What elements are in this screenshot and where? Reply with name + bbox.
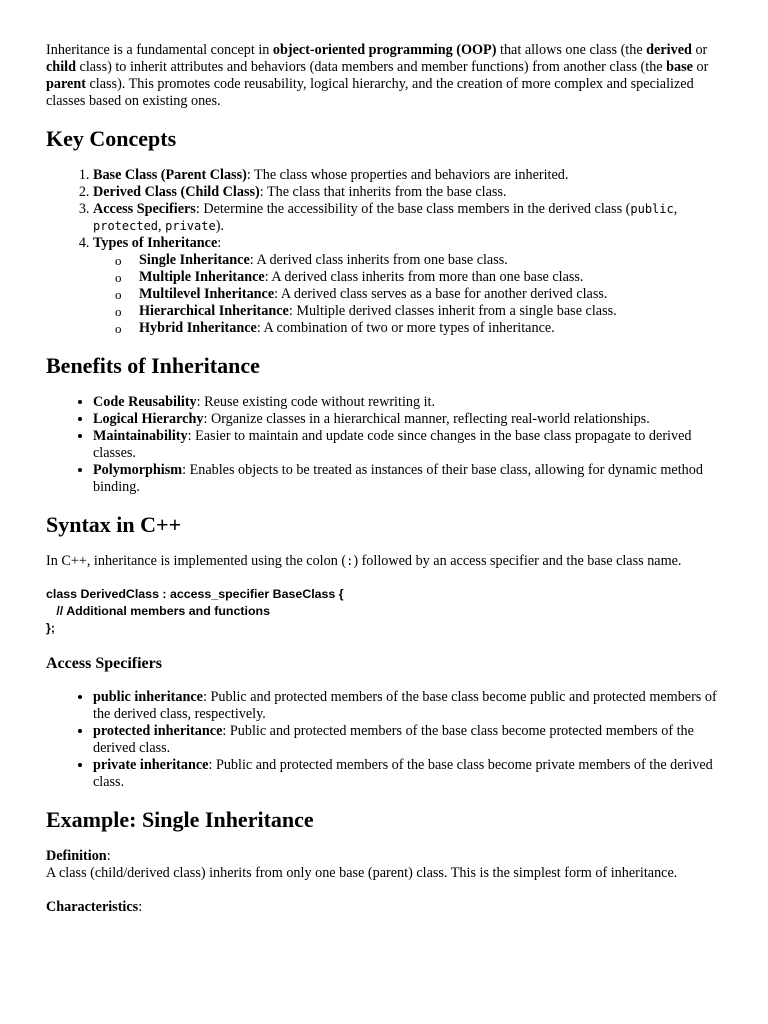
example-heading: Example: Single Inheritance [46, 807, 314, 832]
definition-label: Definition: [46, 848, 111, 864]
list-item: o Multiple Inheritance: A derived class inherits from more than one base class. [139, 269, 722, 286]
access-specifiers-list [46, 689, 722, 791]
benefits-heading: Benefits of Inheritance [46, 353, 260, 378]
intro-paragraph: Inheritance is a fundamental concept in object-oriented programming (OOP) that allows one class (the derived or child class) to inherit attributes and behaviors (data members and member functions) from another class (the base or parent class). This promotes code reusability, logical hierarchy, and the creation of more complex and specialized classes based on existing ones. [46, 42, 709, 109]
list-item: 4. Types of Inheritance: o Single Inheritance: A derived class inherits from one base class. o Multiple Inheritance: A derived class inherits from more than one base class. o Multilevel Inheritance: A derived class serves as a base for another derived class. o Hierarchical Inheritance: Multiple derived classes inherit from a single base class. o Hybrid Inheritance: A combination of two or more types of inheritance. [93, 235, 722, 337]
code-line: // Additional members and functions [46, 604, 270, 618]
code-block [46, 586, 722, 637]
key-concepts-heading: Key Concepts [46, 126, 177, 151]
list-item: • Logical Hierarchy: Organize classes in a hierarchical manner, reflecting real-world relationships. [93, 411, 722, 428]
code-line: class DerivedClass : access_specifier BaseClass { [46, 587, 344, 601]
list-item: o Multilevel Inheritance: A derived class serves as a base for another derived class. [139, 286, 722, 303]
list-item: • protected inheritance: Public and protected members of the base class become protected members of the derived class. [93, 723, 722, 757]
syntax-heading: Syntax in C++ [46, 512, 182, 537]
benefits-list [46, 394, 722, 496]
inheritance-types-list [93, 252, 722, 337]
access-specifiers-heading: Access Specifiers [46, 655, 162, 672]
list-item: 2. Derived Class (Child Class): The class that inherits from the base class. [93, 184, 722, 201]
list-item: • private inheritance: Public and protected members of the base class become private members of the derived class. [93, 757, 722, 791]
list-item: o Hybrid Inheritance: A combination of two or more types of inheritance. [139, 320, 722, 337]
code-line: }; [46, 621, 55, 635]
list-item: o Single Inheritance: A derived class inherits from one base class. [139, 252, 722, 269]
syntax-paragraph: In C++, inheritance is implemented using the colon (:) followed by an access specifier and the base class name. [46, 553, 682, 569]
list-item: • Code Reusability: Reuse existing code without rewriting it. [93, 394, 722, 411]
list-item: 1. Base Class (Parent Class): The class whose properties and behaviors are inherited. [93, 167, 722, 184]
list-item: • public inheritance: Public and protected members of the base class become public and protected members of the derived class, respectively. [93, 689, 722, 723]
list-item: o Hierarchical Inheritance: Multiple derived classes inherit from a single base class. [139, 303, 722, 320]
list-item: 3. Access Specifiers: Determine the accessibility of the base class members in the derived class (public, protected, private). [93, 201, 722, 235]
characteristics-label: Characteristics: [46, 899, 143, 915]
definition-text: A class (child/derived class) inherits from only one base (parent) class. This is the simplest form of inheritance. [46, 865, 678, 881]
list-item: • Maintainability: Easier to maintain and update code since changes in the base class propagate to derived classes. [93, 428, 722, 462]
list-item: • Polymorphism: Enables objects to be treated as instances of their base class, allowing for dynamic method binding. [93, 462, 722, 496]
key-concepts-list [46, 167, 722, 337]
